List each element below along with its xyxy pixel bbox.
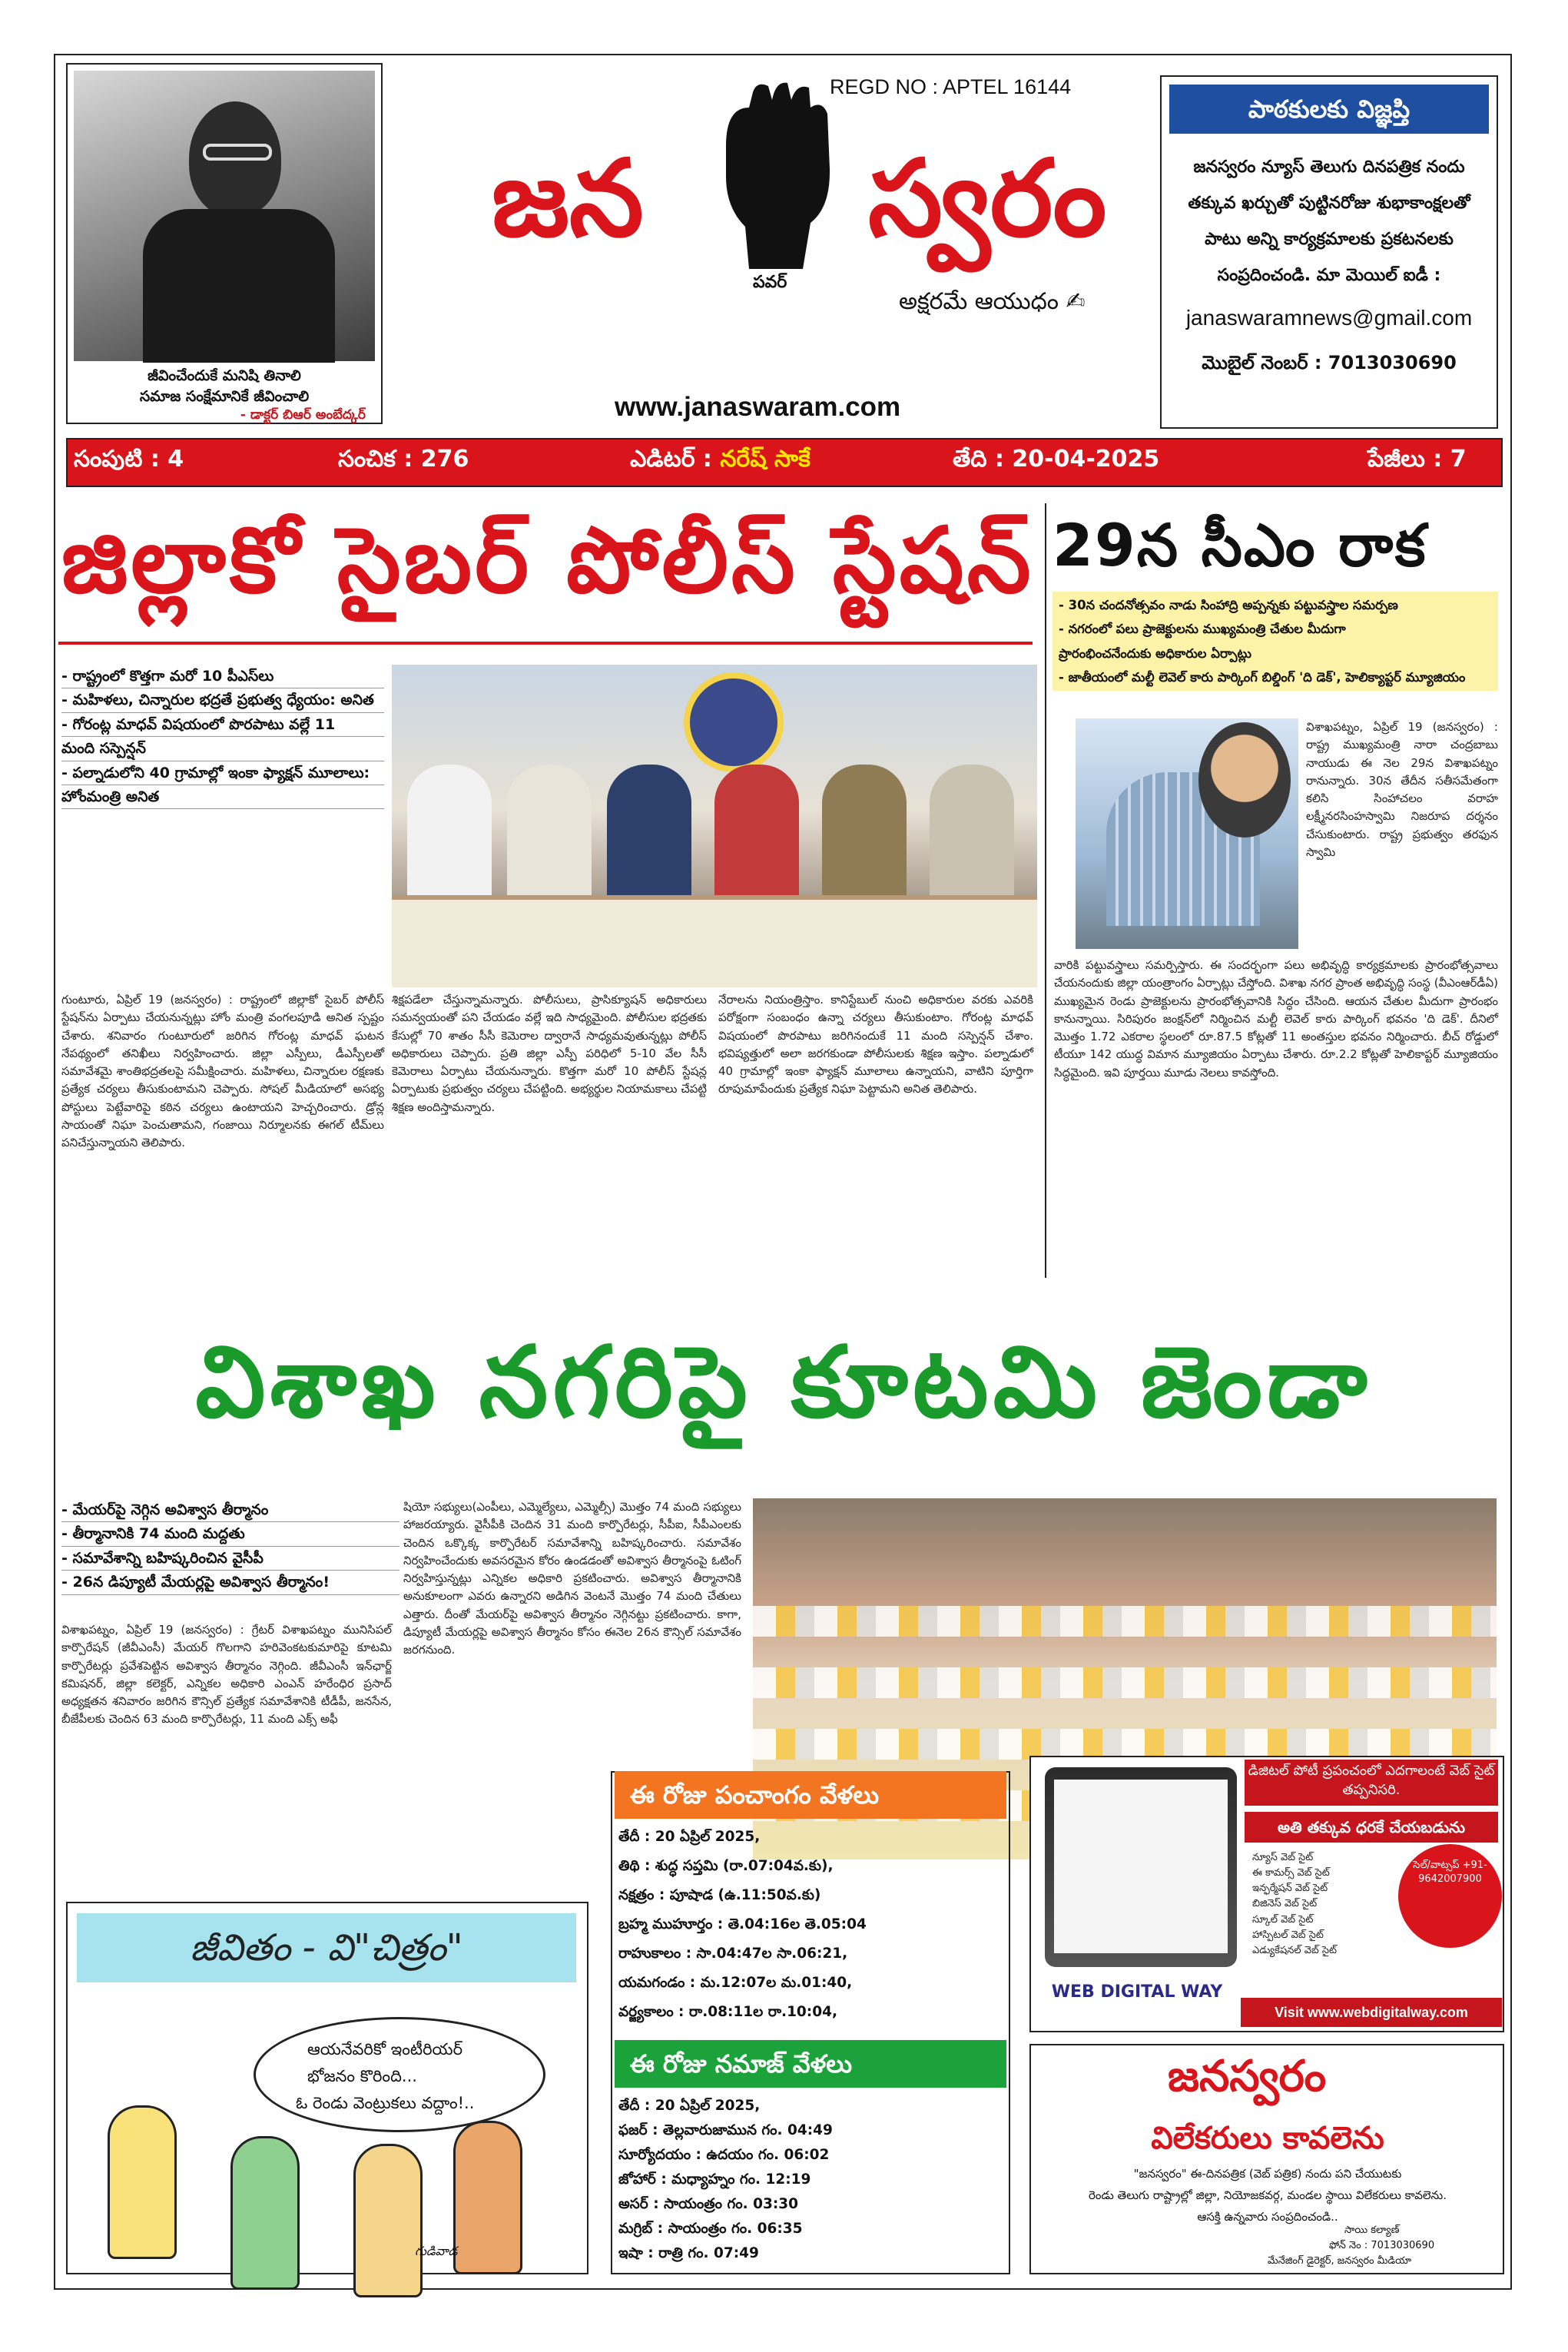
bullet-item: - మేయర్‌పై నెగ్గిన అవిశ్వాస తీర్మానం bbox=[61, 1498, 399, 1522]
namaz-line: మగ్రిబ్ : సాయంత్రం గం. 06:35 bbox=[618, 2221, 803, 2237]
ad-price-bar: అతి తక్కువ ధరకే చేయబడును bbox=[1245, 1812, 1498, 1843]
bullet-item: మంది సస్పెన్షన్ bbox=[61, 737, 384, 761]
article2-bullets bbox=[1053, 592, 1498, 691]
speech-line: ఆయనేవరికో ఇంటీరియర్ bbox=[307, 2040, 463, 2058]
ad-service-item: బిజినెస్ వెబ్ సైట్ bbox=[1252, 1898, 1318, 1910]
namaz-title: ఈ రోజు నమాజ్ వేళలు bbox=[615, 2040, 1006, 2088]
panchangam-line: తిథి : శుద్ధ సప్తమి (రా.07:04వ.కు), bbox=[618, 1858, 834, 1874]
ad-service-item: స్కూల్ వెబ్ సైట్ bbox=[1252, 1913, 1314, 1926]
notice-line: తక్కువ ఖర్చుతో పుట్టినరోజు శుభాకాంక్షలతో bbox=[1188, 194, 1470, 213]
tagline: అక్షరమే ఆయుధం ✍ bbox=[899, 288, 1086, 315]
namaz-line: తేదీ : 20 ఏప్రిల్ 2025, bbox=[618, 2098, 761, 2114]
phone-mockup bbox=[1045, 1767, 1237, 1967]
bullet-item: - గోరంట్ల మాధవ్ విషయంలో పొరపాటు వల్లే 11 bbox=[61, 713, 384, 737]
panchangam-line: నక్షత్రం : పూషాడ (ఉ.11:50వ.కు) bbox=[618, 1887, 821, 1903]
namaz-line: ఇషా : రాత్రి గం. 07:49 bbox=[618, 2245, 759, 2261]
article3-col1: విశాఖపట్నం, ఏప్రిల్ 19 (జనస్వరం) : గ్రేటర్ విశాఖపట్నం మునిసిపల్ కార్పొరేషన్ (జీవీఎంసీ) మేయర్ గొలగాని హరివెంకటకుమారిపై కూటమి కార్పొరేటర్లు ప్రవేశపెట్టిన అవిశ్వాస తీర్మానం నెగ్గింది. జీవీఎంసీ ఇన్‌ఛార్జ్ కమిషనర్, జిల్లా కలెక్టర్, ఎన్నికల అధికారి ఎంఎన్ హరేంధిర ప్రసాద్ అధ్యక్షతన శనివారం జరిగిన కౌన్సిల్ ప్రత్యేక సమావేశానికి టీడీపీ, జనసేన, బీజేపీలకు చెందిన 63 మంది కార్పొరేటర్లు, 11 మంది ఎక్స్ అఫీ bbox=[61, 1623, 392, 1727]
quote-line-1: జీవించేందుకే మనిషి తినాలి bbox=[148, 367, 301, 384]
bullet-item: హోంమంత్రి అనిత bbox=[61, 785, 384, 809]
ad-service-item: ఎడ్యుకేషనల్ వెబ్ సైట్ bbox=[1252, 1944, 1337, 1956]
speech-line: ఓ రెండు వెంట్రుకలు వద్దాం!.. bbox=[296, 2094, 475, 2112]
cartoon-title: జీవితం - వి"చిత్రం" bbox=[77, 1913, 576, 1982]
cartoon-figure bbox=[108, 2105, 177, 2259]
editor-name: నరేష్ సాకే bbox=[720, 446, 811, 473]
ad-brand-logo: WEB DIGITAL WAY bbox=[1051, 1982, 1223, 2002]
ad-service-item: హాస్పిటల్ వెబ్ సైట్ bbox=[1252, 1929, 1324, 1941]
wanted-line: రెండు తెలుగు రాష్ట్రాల్లో జిల్లా, నియోజకవర్గ, మండల స్థాయి విలేకరులు కావలెను. bbox=[1089, 2188, 1447, 2202]
date-label: తేది : 20-04-2025 bbox=[953, 446, 1160, 473]
notice-line: సంప్రదించండి. మా మెయిల్ ఐడీ : bbox=[1217, 266, 1441, 285]
wanted-line: ఆసక్తి ఉన్నవారు సంప్రదించండి.. bbox=[1197, 2210, 1338, 2224]
wanted-logo: జనస్వరం bbox=[1168, 2052, 1327, 2102]
article3-bullets bbox=[61, 1498, 399, 1595]
namaz-line: జోహార్ : మధ్యాహ్నం గం. 12:19 bbox=[618, 2171, 811, 2188]
bullet-item: - 26న డిప్యూటీ మేయర్లపై అవిశ్వాస తీర్మానం! bbox=[61, 1571, 399, 1594]
logo-text-left: జన bbox=[492, 137, 644, 260]
article1-bullets bbox=[61, 665, 384, 809]
bullet-item: - మహిళలు, చిన్నారుల భద్రతే ప్రభుత్వ ధ్యేయం: అనిత bbox=[61, 688, 384, 712]
namaz-line: అసర్ : సాయంత్రం గం. 03:30 bbox=[618, 2196, 799, 2212]
article3-col2: షియో సభ్యులు(ఎంపీలు, ఎమ్మెల్యేలు, ఎమ్మెల్సీ) మొత్తం 74 మంది సభ్యులు హాజరయ్యారు. వైసీపీకి చెందిన 31 మంది కార్పొరేటర్లు, సీపీఐ, సీపీఎంలకు చెందిన ఒక్కొక్క కార్పొరేటర్ సమావేశాన్ని బహిష్కరించారు. సమావేశం నిర్వహించేందుకు అవసరమైన కోరం ఉండడంతో అవిశ్వాస తీర్మానంపై ఓటింగ్ నిర్వహిస్తున్నట్లు ఎన్నికల అధికారి ప్రకటించారు. అవిశ్వాస తీర్మానానికి అనుకూలంగా ఎవరు ఉన్నారని అడిగిన వెంటనే మొత్తం 74 మంది చేతులు ఎత్తారు. దీంతో మేయర్‌పై అవిశ్వాస తీర్మానం నెగ్గినట్టు ప్రకటించారు. కాగా, డిప్యూటీ మేయర్లపై అవిశ్వాస తీర్మానం కోసం ఈనెల 26న కౌన్సిల్ సమావేశం జరగనుంది. bbox=[403, 1500, 741, 1657]
article1-col1: గుంటూరు, ఏప్రిల్ 19 (జనస్వరం) : రాష్ట్రంలో జిల్లాకో సైబర్ పోలీస్ స్టేషన్‌ను ఏర్పాటు చేయనున్నట్లు హోం మంత్రి వంగలపూడి అనిత స్పష్టం చేశారు. శనివారం గుంటూరులో జరిగిన గోరంట్ల మాధవ్ ఘటన నేపథ్యంలో తనిఖీలు నిర్వహించారు. జిల్లా ఎస్పీలు, డీఎస్పీలతో సమావేశమై శాంతిభద్రతలపై సమీక్షించారు. మహిళలు, చిన్నారుల రక్షణకు ప్రత్యేక చర్యలు తీసుకుంటామని చెప్పారు. సోషల్ మీడియాలో అసభ్య పోస్టులు పెట్టేవారిపై కఠిన చర్యలు ఉంటాయని హెచ్చరించారు. డ్రోన్ల సాయంతో నిఘా పెంచుతామని, గంజాయి నిర్మూలనకు ఈగల్ టీమ్‌లు పనిచేస్తున్నాయని తెలిపారు. bbox=[61, 993, 384, 1149]
bullet-item: ప్రారంభించనేందుకు అధికారుల ఏర్పాట్లు bbox=[1059, 645, 1251, 661]
notice-email[interactable]: janaswaramnews@gmail.com bbox=[1185, 306, 1473, 330]
website-url[interactable]: www.janaswaram.com bbox=[615, 392, 901, 422]
wanted-title: విలేకరులు కావలెను bbox=[1151, 2121, 1384, 2156]
panchangam-title: ఈ రోజు పంచాంగం వేళలు bbox=[615, 1771, 1006, 1819]
editor-prefix: ఎడిటర్ : bbox=[630, 446, 721, 473]
panchangam-line: తేదీ : 20 ఏప్రిల్ 2025, bbox=[618, 1829, 761, 1845]
cartoon-figure bbox=[230, 2136, 300, 2290]
headline-cyber-police: జిల్లాకో సైబర్ పోలీస్ స్టేషన్ bbox=[61, 507, 1034, 613]
notice-mobile: మొబైల్ నెంబర్ : 7013030690 bbox=[1202, 352, 1457, 373]
bullet-item: - నగరంలో పలు ప్రాజెక్టులను ముఖ్యమంత్రి చేతుల మీదుగా bbox=[1059, 622, 1346, 637]
issue-label: సంచిక : 276 bbox=[338, 446, 469, 473]
article2-body: వారికి పట్టువస్త్రాలు సమర్పిస్తారు. ఈ సందర్భంగా పలు అభివృద్ధి కార్యక్రమాలకు ప్రారంభోత్సవాలు చేయనందుకు జిల్లా యంత్రాంగం ఏర్పాట్లు చేస్తోంది. విశాఖ నగర ప్రాంత అభివృద్ధి సంస్థ (వీఎంఆర్‌డీఏ) ముఖ్యమైన రెండు ప్రాజెక్టులను ప్రారంభోత్సవానికి సిద్ధం చేసింది. ఆయన చేతుల మీదుగా ప్రారంభం కానున్నాయి. సిరిపురం జంక్షన్‌లో నిర్మించిన మల్టీ లెవెల్ కారు పార్కింగ్ భవనం 'ది డెక్'. దీనిలో మొత్తం 1.72 ఎకరాల స్థలంలో రూ.87.5 కోట్లతో 11 అంతస్తుల భవనం నిర్మించారు. బీచ్ రోడ్డులో టీయూ 142 యుద్ధ విమాన మ్యూజియం ఏర్పాటు చేశారు. రూ.2.2 కోట్లతో హెలికాప్టర్ మ్యూజియం సిద్ధమైంది. ఇవి పూర్తయి మూడు నెలలు కావస్తోంది. bbox=[1054, 958, 1498, 1080]
panchangam-line: యమగండం : మ.12:07ల మ.01:40, bbox=[618, 1975, 853, 1991]
bullet-item: - తీర్మానానికి 74 మంది మద్దతు bbox=[61, 1522, 399, 1546]
quote-line-2: సమాజ సంక్షేమానికే జీవించాలి bbox=[139, 388, 310, 405]
wanted-sign-title: మేనేజింగ్ డైరెక్టర్, జనస్వరం మీడియా bbox=[1268, 2255, 1412, 2267]
registration-number: REGD NO : APTEL 16144 bbox=[830, 75, 1072, 98]
headline-cm-visit: 29న సీఎం రాక bbox=[1053, 511, 1427, 579]
logo-small-text: పవర్ bbox=[753, 273, 787, 292]
panchangam-line: రాహుకాలం : సా.04:47ల సా.06:21, bbox=[618, 1946, 848, 1962]
ad-service-item: ఈ కామర్స్ వెబ్ సైట్ bbox=[1252, 1867, 1330, 1879]
article2-side: విశాఖపట్నం, ఏప్రిల్ 19 (జనస్వరం) : రాష్ట్ర ముఖ్యమంత్రి నారా చంద్రబాబు నాయుడు ఈ నెల 29న విశాఖపట్నం రానున్నారు. 30న తేదీన సతీసమేతంగా కలిసి సింహాచలం వరాహ లక్ష్మీనరసింహస్వామి నిజరూప దర్శనం చేసుకుంటారు. రాష్ట్ర ప్రభుత్వం తరఫున స్వామి bbox=[1306, 720, 1498, 859]
namaz-line: సూర్యోదయం : ఉదయం గం. 06:02 bbox=[618, 2147, 830, 2163]
cartoon-signature: గుడివాడ bbox=[415, 2244, 458, 2258]
bullet-item: - రాష్ట్రంలో కొత్తగా మరో 10 పీఎస్‌లు bbox=[61, 665, 384, 688]
raised-fist-icon bbox=[695, 77, 857, 277]
headline-underline bbox=[58, 642, 1033, 645]
wanted-line: "జనస్వరం" ఈ-దినపత్రిక (వెబ్ పత్రిక) నందు పని చేయుటకు bbox=[1133, 2167, 1402, 2181]
panchangam-line: వర్జ్యకాలం : రా.08:11ల రా.10:04, bbox=[618, 2004, 837, 2020]
cartoon-figure bbox=[353, 2144, 423, 2297]
bullet-item: - 30న చందనోత్సవం నాడు సింహాద్రి అప్పన్నకు పట్టువస్త్రాల సమర్పణ bbox=[1059, 598, 1398, 612]
police-meeting-photo bbox=[392, 665, 1037, 987]
notice-title: పాఠకులకు విజ్ఞప్తి bbox=[1169, 85, 1489, 134]
cm-portrait bbox=[1198, 722, 1291, 838]
editor-label bbox=[630, 446, 811, 478]
notice-line: పాటు అన్ని కార్యక్రమాలకు ప్రకటనలకు bbox=[1205, 230, 1454, 249]
wanted-sign-name: సాయి కల్యాణ్ bbox=[1344, 2224, 1400, 2236]
wanted-sign-phone: ఫోన్ నెం : 7013030690 bbox=[1329, 2240, 1435, 2251]
headline-vizag-alliance: విశాఖ నగరిపై కూటమి జెండా bbox=[195, 1325, 1372, 1440]
volume-label: సంపుటి : 4 bbox=[74, 446, 184, 473]
bullet-item: - సమావేశాన్ని బహిష్కరించిన వైసీపీ bbox=[61, 1547, 399, 1571]
ad-contact-circle: సెల్/వాట్సప్ +91-9642007900 bbox=[1398, 1844, 1502, 1948]
page-count-label: పేజీలు : 7 bbox=[1367, 446, 1467, 473]
logo-text-right: స్వరం bbox=[868, 137, 1107, 260]
ambedkar-portrait bbox=[74, 71, 375, 361]
article1-col3: నేరాలను నియంత్రిస్తాం. కానిస్టేబుల్ నుంచి అధికారుల వరకు ఎవరికి పరోక్షంగా సంబంధం ఉన్నా చర్యలు తీసుకుంటాం. గోరంట్ల మాధవ్ విషయంలో పొరపాటు జరిగినందుకే 11 మంది సస్పెన్షన్ చేశాం. భవిష్యత్తులో అలా జరగకుండా పోలీసులకు శిక్షణ ఇస్తాం. పల్నాడులో 40 గ్రామాల్లో ఇంకా ఫ్యాక్షన్ మూలాలు ఉన్నాయని, వాటిని పూర్తిగా రూపుమాపేందుకు ప్రత్యేక నిఘా పెట్టామని అనిత తెలిపారు. bbox=[718, 993, 1033, 1096]
ad-visit-link[interactable]: Visit www.webdigitalway.com bbox=[1241, 1998, 1502, 2027]
bullet-item: - పల్నాడులోని 40 గ్రామాల్లో ఇంకా ఫ్యాక్షన్ మూలాలు: bbox=[61, 761, 384, 785]
cartoon-figure bbox=[453, 2121, 522, 2274]
quote-author: - డాక్టర్ బిఆర్ అంబేద్కర్ bbox=[240, 407, 366, 423]
panchangam-line: బ్రహ్మ ముహూర్తం : తె.04:16ల తె.05:04 bbox=[618, 1916, 867, 1932]
ad-service-item: న్యూస్ వెబ్ సైట్ bbox=[1252, 1852, 1314, 1863]
ad-service-item: ఇన్ఫర్మేషన్ వెబ్ సైట్ bbox=[1252, 1883, 1328, 1895]
bullet-item: - జాతీయంలో మల్టీ లెవెల్ కారు పార్కింగ్ బిల్డింగ్ 'ది డెక్', హెలిక్యాప్టర్ మ్యూజియం bbox=[1059, 670, 1466, 685]
article1-col2: శిక్షపడేలా చేస్తున్నామన్నారు. పోలీసులు, ప్రాసిక్యూషన్ అధికారులు సమన్వయంతో పని చేయడం వల్లే ఇది సాధ్యమైంది. పోలీసుల భద్రతకు కేసుల్లో 70 శాతం సీసీ కెమెరాల ద్వారానే సాధ్యమవుతున్నట్లు పోలీస్ అధికారులు చెప్పారు. ప్రతి జిల్లా ఎస్పీ పరిధిలో 5-10 వేల సీసీ కెమెరాలు ఏర్పాటు చేయనున్నారు. కొత్తగా మరో 10 పోలీస్ స్టేషన్ల ఏర్పాటుకు ప్రభుత్వం చర్యలు చేపట్టింది. అభ్యర్థుల నియామకాలు చేపట్టి శిక్షణ అందిస్తామన్నారు. bbox=[392, 993, 707, 1114]
speech-line: భోజనం కొరింది... bbox=[307, 2067, 417, 2085]
ad-services-list bbox=[1252, 1850, 1337, 1959]
namaz-line: ఫజర్ : తెల్లవారుజామున గం. 04:49 bbox=[618, 2122, 833, 2138]
ad-banner: డిజిటల్ పోటీ ప్రపంచంలో ఎదగాలంటే వెబ్ సైట్ తప్పనిసరి. bbox=[1245, 1760, 1498, 1806]
notice-line: జనస్వరం న్యూస్ తెలుగు దినపత్రిక నందు bbox=[1193, 158, 1465, 177]
